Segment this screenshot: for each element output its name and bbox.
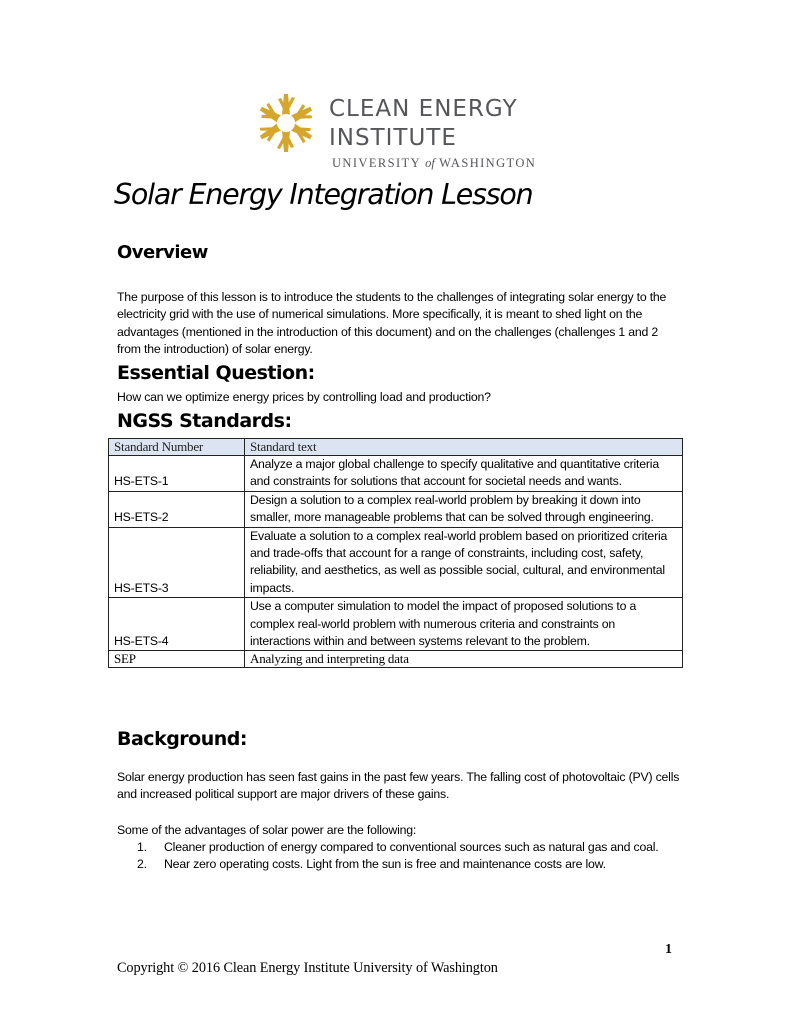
standard-text: Use a computer simulation to model the impact of proposed solutions to a complex real-world problem with numerous criteria and constraints on interactions within and between systems relevant to the problem. xyxy=(245,598,683,651)
table-row xyxy=(109,527,683,598)
table-row xyxy=(109,491,683,527)
standard-number: HS-ETS-3 xyxy=(109,527,245,598)
background-heading: Background: xyxy=(117,728,247,750)
ngss-heading: NGSS Standards: xyxy=(117,410,292,432)
overview-heading: Overview xyxy=(117,242,208,263)
table-row xyxy=(109,456,683,492)
standard-text: Design a solution to a complex real-world problem by breaking it down into smaller, more manageable problems that can be solved through engineering. xyxy=(245,491,683,527)
standard-number: HS-ETS-2 xyxy=(109,491,245,527)
table-row xyxy=(109,598,683,651)
sunburst-icon xyxy=(255,92,317,154)
logo-line-2: INSTITUTE xyxy=(329,125,457,151)
background-text: Solar energy production has seen fast gains in the past few years. The falling cost of photovoltaic (PV) cells and increased political support are major drivers of these gains. xyxy=(117,770,680,802)
list-number: 2. xyxy=(137,857,147,872)
standard-number: HS-ETS-4 xyxy=(109,598,245,651)
standard-number: HS-ETS-1 xyxy=(109,456,245,492)
logo-line-1: CLEAN ENERGY xyxy=(329,96,518,122)
standard-text: Analyze a major global challenge to specify qualitative and quantitative criteria and constraints for solutions that account for societal needs and wants. xyxy=(245,456,683,492)
footer-copyright: Copyright © 2016 Clean Energy Institute University of Washington xyxy=(117,960,498,976)
column-header-text: Standard text xyxy=(245,439,683,456)
advantages-intro: Some of the advantages of solar power are the following: xyxy=(117,823,417,837)
list-item xyxy=(137,839,687,856)
standard-text: Evaluate a solution to a complex real-world problem based on prioritized criteria and trade-offs that account for a range of constraints, including cost, safety, reliability, and aesthetics, as well as possible social, cultural, and environmental impacts. xyxy=(245,527,683,598)
essential-question-text: How can we optimize energy prices by controlling load and production? xyxy=(117,390,491,404)
advantages-list xyxy=(137,839,687,874)
logo-university: UNIVERSITY of WASHINGTON xyxy=(332,156,537,170)
column-header-number: Standard Number xyxy=(109,439,245,456)
overview-text: The purpose of this lesson is to introduce the students to the challenges of integrating solar energy to the electricity grid with the use of numerical simulations. More specifically, it is meant to shed light on the advantages (mentioned in the introduction of this document) and on the challenges (challenges 1 and 2 from the introduction) of solar energy. xyxy=(117,290,667,357)
clean-energy-institute-logo xyxy=(255,92,545,172)
essential-question-heading: Essential Question: xyxy=(117,362,315,384)
page-title: Solar Energy Integration Lesson xyxy=(114,178,533,211)
list-number: 1. xyxy=(137,840,147,854)
list-item xyxy=(137,856,687,873)
table-header-row xyxy=(109,439,683,456)
table-row xyxy=(109,651,683,668)
list-text: Cleaner production of energy compared to conventional sources such as natural gas and coal. xyxy=(164,840,659,854)
page-number: 1 xyxy=(665,942,672,957)
standard-text: Analyzing and interpreting data xyxy=(245,651,683,668)
ngss-standards-table xyxy=(108,438,683,668)
list-text: Near zero operating costs. Light from the sun is free and maintenance costs are low. xyxy=(164,857,606,872)
standard-number: SEP xyxy=(109,651,245,668)
